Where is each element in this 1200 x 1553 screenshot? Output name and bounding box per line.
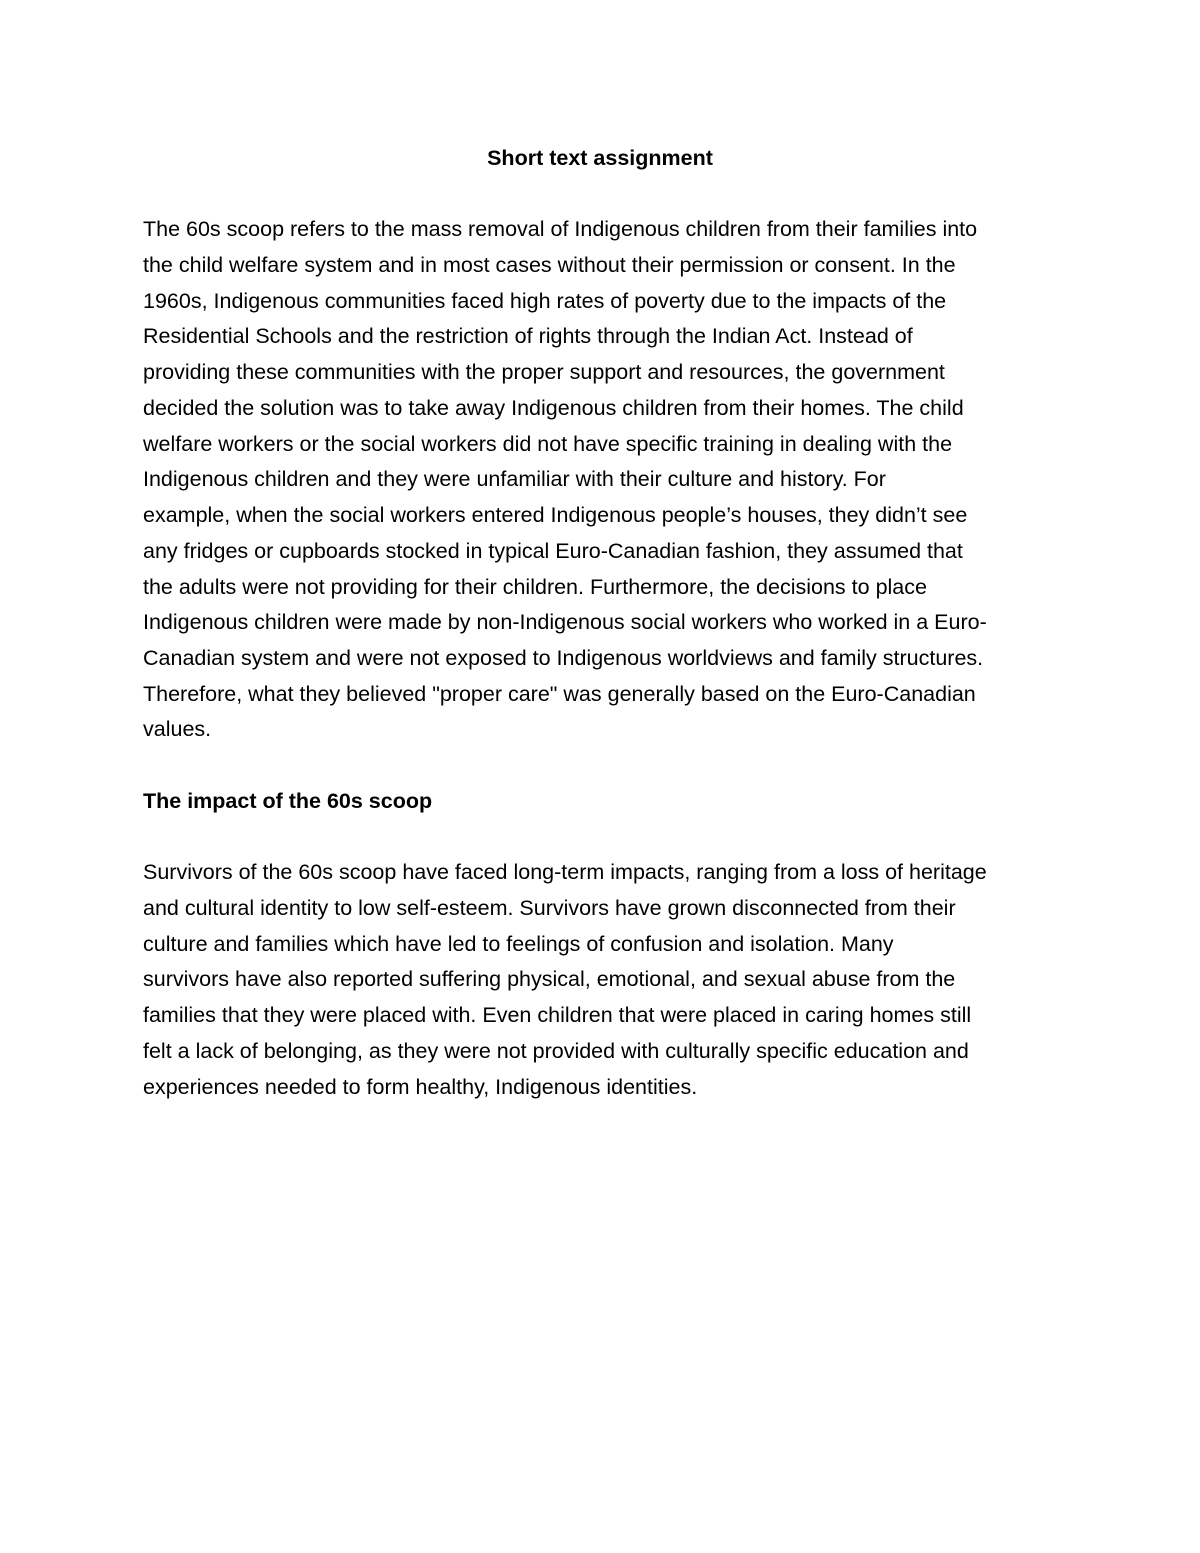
section-heading: The impact of the 60s scoop — [143, 789, 433, 813]
paragraph-line: providing these communities with the proper support and resources, the government — [143, 360, 945, 384]
paragraph-line: example, when the social workers entered Indigenous people’s houses, they didn’t see — [143, 503, 968, 527]
paragraph-line: Survivors of the 60s scoop have faced long-term impacts, ranging from a loss of heritage — [143, 860, 987, 884]
paragraph-line: survivors have also reported suffering physical, emotional, and sexual abuse from the — [143, 967, 956, 991]
paragraph-line: values. — [143, 717, 212, 741]
paragraph-line: felt a lack of belonging, as they were not provided with culturally specific education and — [143, 1039, 969, 1063]
paragraph-line: Residential Schools and the restriction of rights through the Indian Act. Instead of — [143, 324, 913, 348]
paragraph-line: Canadian system and were not exposed to Indigenous worldviews and family structures. — [143, 646, 984, 670]
paragraph-line: Indigenous children were made by non-Indigenous social workers who worked in a Euro- — [143, 610, 987, 634]
paragraph-line: welfare workers or the social workers did not have specific training in dealing with the — [143, 432, 953, 456]
paragraph-line: the adults were not providing for their children. Furthermore, the decisions to place — [143, 575, 927, 599]
document-title: Short text assignment — [487, 146, 713, 170]
paragraph-line: experiences needed to form healthy, Indigenous identities. — [143, 1075, 698, 1099]
paragraph-line: the child welfare system and in most cases without their permission or consent. In the — [143, 253, 956, 277]
paragraph-line: decided the solution was to take away Indigenous children from their homes. The child — [143, 396, 964, 420]
paragraph-line: culture and families which have led to feelings of confusion and isolation. Many — [143, 932, 894, 956]
paragraph-line: Therefore, what they believed "proper care" was generally based on the Euro-Canadian — [143, 682, 976, 706]
paragraph-line: Indigenous children and they were unfamiliar with their culture and history. For — [143, 467, 886, 491]
paragraph-line: families that they were placed with. Even children that were placed in caring homes still — [143, 1003, 972, 1027]
paragraph-line: 1960s, Indigenous communities faced high rates of poverty due to the impacts of the — [143, 289, 947, 313]
paragraph-line: The 60s scoop refers to the mass removal of Indigenous children from their families into — [143, 217, 978, 241]
paragraph-line: any fridges or cupboards stocked in typical Euro-Canadian fashion, they assumed that — [143, 539, 963, 563]
paragraph-line: and cultural identity to low self-esteem. Survivors have grown disconnected from their — [143, 896, 956, 920]
